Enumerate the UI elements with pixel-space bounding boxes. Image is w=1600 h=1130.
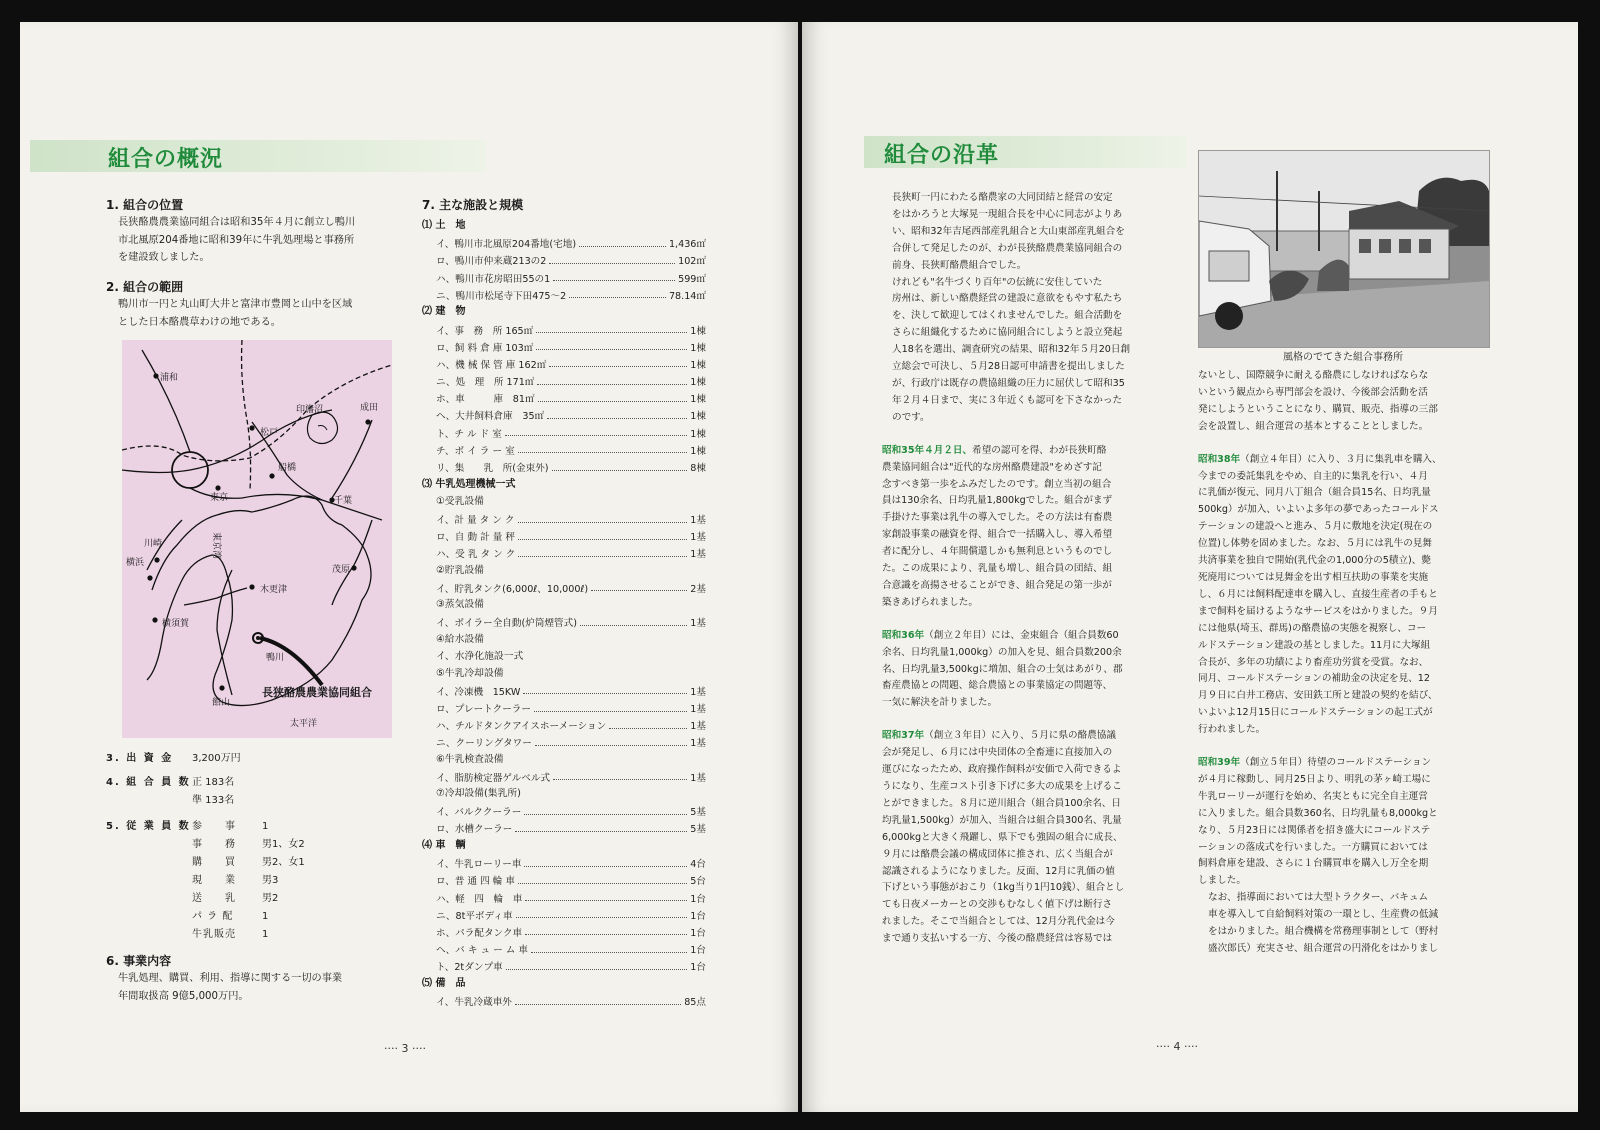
heading-employees: 5. 従 業 員 数 — [106, 821, 191, 832]
photo-caption: 風格のでてきた組合事務所 — [1283, 352, 1403, 363]
building-row: リ、集 乳 所(金束外) 8棟 — [436, 463, 706, 475]
region-map-svg — [122, 340, 392, 738]
employee-count: 1 — [262, 821, 269, 832]
heading-location: 1. 組合の位置 — [106, 198, 184, 212]
map-label-kumiai: 長狭酪農農業協同組合 — [262, 686, 372, 699]
machinery-row: ロ、プレートクーラー 1基 — [436, 704, 706, 716]
employee-role: 参 事 — [192, 821, 236, 832]
subheading-equipment: ⑸ 備 品 — [422, 977, 466, 989]
heading-members: 4. 組 合 員 数 — [106, 777, 191, 788]
map-label-yokohama: 横浜 — [126, 558, 145, 568]
employee-role: 現 業 — [192, 875, 236, 886]
paragraph-committees: ないとし、国際競争に耐える酪農にしなければならな いという観点から専門部会を設け、今後部会活動を活 発にしようということになり、購買、販売、指導の三部 会を設置し、組合運営の基本とすることとしました。 — [1198, 370, 1438, 432]
machinery-row: イ、計 量 タ ン ク 1基 — [436, 515, 706, 526]
year-s36: 昭和36年 — [882, 629, 925, 641]
paragraph-recognition: けれども"名牛づくり百年"の伝統に安住していた 房州は、新しい酪農経営の建設に意欲をもやす私たち を、決して歓迎してはくれませんでした。組合活動を さらに組織化するために協同組合にしようと設立発起 人18名を選出、調査研究の結果、昭和32年５月20日創 立総会で可決し、５月28日認可申請書を提出しました が、行政庁は既存の農協組織の圧力に屈伏して昭和35 年２月４日まで、実に３年近くも認可を下さなかった のです。 — [892, 276, 1131, 423]
building-row: ロ、飼 料 倉 庫 103㎡ 1棟 — [436, 342, 706, 354]
building-row: ハ、機 械 保 管 庫 162㎡ 1棟 — [436, 359, 706, 371]
land-row: ニ、鴨川市松尾寺下田475〜2 78.14㎡ — [436, 290, 706, 302]
paragraph-s37: 昭和37年（創立３年目）に入り、５月に県の酪農協議 会が発足し、６月には中央団体の全畜連に直接加入の 運びになったため、政府操作飼料が安価で入荷できるよ うになり、生産コスト引き下げに多大の成果を上げるこ とができました。８月に逆川組合（組合員100余名、日 均乳量1,500kg）が加入、当組合は組合員300名、乳量 6,000kgと大きく飛躍し、県下でも強固の組合に成長、 ９月には酪農会議の構成団体に推され、広く当組合が 認識されるようになりました。反面、12月に乳価の値 下げという事態がおこり（1kg当り1円10銭）、組合とし ても日夜メーカーとの交渉もむなしく値下げは断行さ れました。そこで当組合としては、12月分乳代金は今 まで通り支払いする一方、今後の酪農経営は容易では — [882, 730, 1125, 945]
section-band-history — [864, 136, 1186, 168]
vehicle-row: イ、牛乳ローリー車 4台 — [436, 859, 706, 871]
heading-capital: 3. 出 資 金 — [106, 753, 174, 764]
region-map — [122, 340, 392, 738]
machinery-row: イ、貯乳タンク(6,000ℓ、10,000ℓ) 2基 — [436, 583, 706, 595]
border-dashed — [242, 340, 251, 490]
rail-line — [122, 410, 332, 473]
page-left — [20, 22, 798, 1112]
paragraph-s36: 昭和36年（創立２年目）には、金束組合（組合員数60 余名、日均乳量1,000kg）の加入を見、組合員数200余 名、日均乳量3,500kgに増加、組合の士気はあがり、郡 畜産農協との問題、総合農協との事業協定の問題等、 一気に解決を計りました。 — [882, 629, 1123, 709]
machinery-row: ハ、受 乳 タ ン ク 1基 — [436, 549, 706, 561]
station-dot — [249, 425, 254, 430]
map-label-tokyo: 東京 — [210, 493, 229, 503]
machinery-group: ⑥牛乳検査設備 — [436, 754, 504, 766]
building-row: ヘ、大井飼料倉庫 35㎡ 1棟 — [436, 411, 706, 423]
map-label-kamogawa: 鴨川 — [266, 653, 285, 663]
paragraph-s38: 昭和38年（創立４年目）に入り、３月に集乳車を購入、 今までの委託集乳をやめ、自主的に集乳を行い、４月 に乳価が復元、同月八丁組合（組合員15名、日均乳量 500kg）が加入、いよいよ多年の夢であったコールドス テーションの建設へと進み、５月に敷地を決定(現在の 位置)し体勢を固めました。なお、５月には乳牛の見舞 共済事業を独自で開始(乳代金の1,000分の5積立)、斃 死廃用については見舞金を出す相互扶助の事業を実施 し、６月には飼料配達車を購入し、直接生産者の手もと まで飼料を届けるようなサービスをはかりました。９月 には他県(埼玉、群馬)の酪農協の実態を視察し、コー ルドステーション建設の基としました。11月に大塚組 合長が、多年の功績により畜産功労賞を受賞。なお、 同月、コールドステーションの補助金の決定を見、12 月９日に白井工務店、安田鉄工所と建設の契約を結び、 いよいよ12月15日にコールドステーションの起工式が 行われました。 — [1198, 453, 1442, 736]
vehicle-row: ホ、パラ配タンク車 1台 — [436, 927, 706, 939]
year-s39: 昭和39年 — [1198, 757, 1241, 769]
building-row: ホ、車 庫 81㎡ 1棟 — [436, 394, 706, 406]
inbanuma-lake — [307, 412, 337, 443]
employee-count: 1 — [262, 929, 269, 940]
map-label-yokosuka: 横須賀 — [162, 619, 190, 629]
section-members — [106, 774, 234, 810]
vehicle-row: ハ、軽 四 輪 車 1台 — [436, 893, 706, 905]
heading-business: 6. 事業内容 — [106, 954, 172, 968]
building-row: ト、チ ル ド 室 1棟 — [436, 428, 706, 440]
machinery-row: ロ、水槽クーラー 5基 — [436, 824, 706, 836]
employee-count: 男2、女1 — [262, 857, 305, 868]
page-title-overview: 組合の概況 — [108, 147, 224, 172]
machinery-row: ハ、チルドタンクアイスホーメーション 1基 — [436, 721, 706, 733]
value-members-associate: 準 133名 — [192, 795, 235, 806]
map-label-urawa: 浦和 — [160, 373, 179, 383]
machinery-row: イ、ボイラー全自動(炉筒煙管式) 1基 — [436, 618, 706, 630]
rail-line — [332, 420, 372, 498]
subheading-buildings: ⑵ 建 物 — [422, 306, 466, 318]
page-right — [802, 22, 1578, 1112]
station-dot — [351, 565, 356, 570]
equipment-row: イ、牛乳冷蔵車外 85点 — [436, 997, 706, 1009]
kamogawa-marker-dot — [256, 636, 260, 640]
land-row: イ、鴨川市北風原204番地(宅地) 1,436㎡ — [436, 239, 706, 251]
machinery-group: ⑤牛乳冷却設備 — [436, 668, 504, 680]
station-dot — [152, 617, 157, 622]
rail-line — [142, 350, 190, 452]
facilities-column — [422, 196, 706, 1010]
booklet-spread — [20, 22, 1578, 1112]
machinery-row: ロ、自 動 計 量 秤 1基 — [436, 532, 706, 544]
page-number-right: ···· 4 ···· — [1156, 1040, 1198, 1053]
map-label-narita: 成田 — [360, 403, 379, 413]
building-row: イ、事 務 所 165㎡ 1棟 — [436, 325, 706, 337]
text-line: 長狭酪農農業協同組合は昭和35年４月に創立し鴨川 — [118, 217, 356, 228]
map-label-kawasaki: 川崎 — [144, 539, 163, 549]
employee-role: パ ラ 配 — [192, 911, 234, 922]
station-dot — [365, 419, 370, 424]
map-label-tokyowan: 東京湾 — [211, 532, 221, 560]
page-number-left: ···· 3 ···· — [384, 1042, 426, 1055]
map-label-tateyama: 館山 — [212, 698, 231, 708]
subheading-machinery: ⑶ 牛乳処理機械一式 — [422, 478, 516, 490]
station-dot — [219, 685, 224, 690]
land-row: ハ、鴨川市花房昭田55の1 599㎡ — [436, 273, 706, 285]
machinery-group: ①受乳設備 — [436, 496, 484, 508]
text-line: 鴨川市一円と丸山町大井と富津市豊岡と山中を区域 — [118, 299, 353, 310]
vehicle-row: ニ、8t平ボディ車 1台 — [436, 910, 706, 922]
map-label-inbanuma: 印旛沼 — [296, 405, 324, 415]
station-dot — [249, 584, 254, 589]
text-line: を建設致しました。 — [118, 252, 210, 264]
employee-count: 男1、女2 — [262, 839, 305, 850]
text-business — [118, 970, 408, 1005]
paragraph-s35: 昭和35年４月２日、希望の認可を得、わが長狭町酪 農業協同組合は"近代的な房州酪農建設"をめざす記 念すべき第一歩をふみだしたのです。創立当初の組合 員は130余名、日均乳量1,800kgでした。組合がまず 手掛けた事業は乳牛の導入でした。その方法は有畜農 家創設事業の融資を得、組合で一括購入し、導入希望 者に配分し、４年間償還しかも無利息というものでし た。この成果により、乳量も増し、組合員の団結、組 合意識を高揚させることができ、組合発足の第一歩が 築きあげられました。 — [882, 444, 1113, 608]
station-dot — [215, 485, 220, 490]
office-photo-svg — [1199, 151, 1489, 347]
map-label-mobara: 茂原 — [332, 565, 351, 575]
building-row: ニ、処 理 所 171㎡ 1棟 — [436, 377, 706, 389]
vehicle-row: ト、2tダンプ車 1台 — [436, 962, 706, 974]
employee-count: 男3 — [262, 875, 279, 886]
paragraph-guidance: なお、指導面においては大型トラクター、バキュム 車を導入して自給飼料対策の一環とし、生産費の低減 をはかりました。組合機構を常務理事制として（野村 盛次郎氏）充実させ、組合運営の円滑化をはかりまし — [1208, 892, 1439, 954]
map-label-funabashi: 船橋 — [278, 463, 297, 473]
text-line: 年間取扱高 9億5,000万円。 — [118, 990, 249, 1002]
machinery-group: ⑦冷却設備(集乳所) — [436, 788, 522, 800]
map-label-chiba: 千葉 — [334, 496, 353, 506]
text-line: 市北風原204番地に昭和39年に牛乳処理場と事務所 — [118, 234, 355, 246]
heading-area: 2. 組合の範囲 — [106, 280, 184, 294]
employee-role: 購 買 — [192, 857, 236, 868]
inbanuma-lake-detail — [318, 426, 327, 431]
page-title-history: 組合の沿革 — [884, 143, 1000, 168]
year-s35: 昭和35年４月２日、 — [882, 444, 973, 456]
map-label-taiheiyo: 太平洋 — [290, 719, 318, 729]
employee-role: 牛乳販売 — [192, 929, 236, 940]
text-location — [118, 214, 408, 267]
section-band-overview — [30, 140, 486, 172]
machinery-group: ④給水設備 — [436, 633, 484, 645]
machinery-group: ②貯乳設備 — [436, 564, 484, 576]
station-dot — [154, 557, 159, 562]
machinery-row: イ、バルククーラー 5基 — [436, 807, 706, 819]
machinery-line: イ、水浄化施設一式 — [436, 650, 524, 662]
value-members-regular: 正 183名 — [192, 777, 235, 788]
office-photo — [1198, 150, 1490, 348]
station-dot — [147, 575, 152, 580]
section-capital — [106, 750, 241, 768]
paragraph-s39: 昭和39年（創立５年目）待望のコールドステーション が４月に稼動し、同月25日より、明乳の茅ヶ崎工場に 牛乳ローリーが運行を始め、名実ともに完全自主運営 に入りました。組合員数360名、日均乳量も8,000kgと なり、５月23日には関係者を招き盛大にコールドステ ーションの落成式を行いました。一方購買においては 飼料倉庫を建設、さらに１台購買車を購入し万全を期 しました。 — [1198, 757, 1438, 887]
section-employees — [106, 818, 305, 944]
history-column-1 — [882, 190, 1188, 948]
building-row: チ、ボ イ ラ ー 室 1棟 — [436, 445, 706, 457]
machinery-row: イ、脂肪検定器ゲルベル式 1基 — [436, 772, 706, 784]
employee-count: 1 — [262, 911, 269, 922]
vehicle-row: ヘ、バ キ ュ ー ム 車 1台 — [436, 945, 706, 957]
employee-count: 男2 — [262, 893, 279, 904]
heading-facilities: 7. 主な施設と規模 — [422, 198, 524, 212]
employee-role: 事 務 — [192, 839, 236, 850]
machinery-group: ③蒸気設備 — [436, 599, 484, 611]
station-dot — [153, 373, 158, 378]
text-line: とした日本酪農草わけの地である。 — [118, 316, 281, 328]
rail-line — [184, 588, 247, 605]
value-capital: 3,200万円 — [192, 753, 241, 764]
machinery-row: ニ、クーリングタワー 1基 — [436, 738, 706, 750]
subheading-vehicles: ⑷ 車 輌 — [422, 839, 466, 851]
map-label-matsudo: 松戸 — [260, 428, 279, 438]
coastline — [147, 496, 371, 706]
subheading-land: ⑴ 土 地 — [422, 220, 466, 231]
land-row: ロ、鴨川市仲来蔵213の2 102㎡ — [436, 256, 706, 268]
text-area — [118, 296, 408, 331]
paragraph-intro: 長狭町一円にわたる酪農家の大同団結と経営の安定 をはかろうと大塚晃一現組合長を中心に同志がよりあ い、昭和32年吉尾西部産乳組合と大山東部産乳組合を 合併して発足したのが、わが長狭酪農農業協同組合の 前身、長狭町酪農組合でした。 — [892, 192, 1125, 271]
station-dot — [269, 473, 274, 478]
text-line: 牛乳処理、購買、利用、指導に関する一切の事業 — [118, 973, 343, 984]
map-label-kisarazu: 木更津 — [260, 585, 288, 595]
vehicle-row: ロ、普 通 四 輪 車 5台 — [436, 876, 706, 888]
year-s37: 昭和37年 — [882, 730, 925, 742]
employee-role: 送 乳 — [192, 893, 236, 904]
machinery-row: イ、冷凍機 15KW 1基 — [436, 686, 706, 698]
history-column-2 — [1198, 368, 1490, 958]
year-s38: 昭和38年 — [1198, 453, 1241, 465]
